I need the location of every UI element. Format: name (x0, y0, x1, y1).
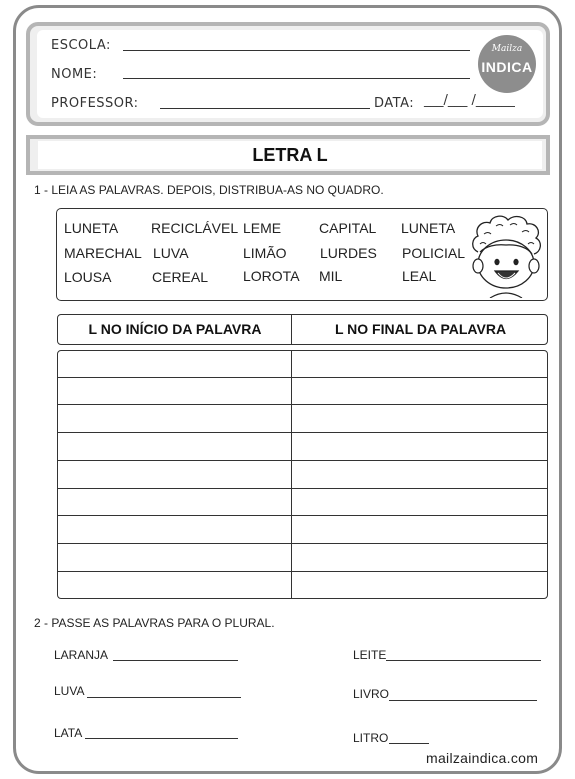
word: LOUSA (64, 269, 112, 285)
question-2: 2 - PASSE AS PALAVRAS PARA O PLURAL. (34, 616, 275, 630)
table-row-line (57, 404, 548, 405)
plural-answer-line[interactable] (113, 660, 238, 661)
answer-table (57, 350, 548, 599)
word: LUNETA (401, 220, 456, 236)
escola-field[interactable] (123, 50, 470, 51)
word: LUNETA (64, 220, 119, 236)
logo-text-bottom: INDICA (481, 59, 533, 75)
footer-website: mailzaindica.com (426, 750, 539, 766)
plural-word-lata: LATA (54, 726, 83, 740)
question-1: 1 - LEIA AS PALAVRAS. DEPOIS, DISTRIBUA-AS NO QUADRO. (34, 183, 384, 197)
table-row-line (57, 515, 548, 516)
nome-label: NOME: (51, 67, 98, 82)
word: LIMÃO (243, 245, 287, 261)
nome-field[interactable] (123, 78, 470, 79)
plural-answer-line[interactable] (386, 660, 541, 661)
word: LOROTA (243, 268, 300, 284)
word: MARECHAL (64, 245, 142, 261)
word: POLICIAL (402, 245, 466, 261)
plural-answer-line[interactable] (389, 743, 429, 744)
table-column-divider (291, 350, 292, 599)
plural-word-litro: LITRO (353, 731, 389, 745)
table-row-line (57, 460, 548, 461)
boy-face-illustration (466, 212, 546, 298)
table-row-line (57, 432, 548, 433)
professor-label: PROFESSOR: (51, 96, 139, 111)
table-row-line (57, 488, 548, 489)
table-row-line (57, 571, 548, 572)
word: LEAL (402, 268, 437, 284)
table-row-line (57, 543, 548, 544)
professor-field[interactable] (160, 108, 370, 109)
plural-answer-line[interactable] (389, 700, 537, 701)
plural-word-livro: LIVRO (353, 687, 390, 701)
word: LEME (243, 220, 282, 236)
logo-text-top: Mailza (491, 44, 523, 54)
column-header-end: L NO FINAL DA PALAVRA (334, 321, 507, 337)
plural-word-luva: LUVA (54, 684, 85, 698)
word: CAPITAL (319, 220, 377, 236)
word: LURDES (320, 245, 377, 261)
date-field[interactable]: ___/___ /______ (424, 93, 515, 108)
plural-answer-line[interactable] (87, 697, 241, 698)
word: MIL (319, 268, 343, 284)
column-header-start: L NO INÍCIO DA PALAVRA (88, 321, 262, 337)
table-header (57, 314, 548, 345)
header-divider (291, 314, 292, 345)
word: CEREAL (152, 269, 209, 285)
plural-word-laranja: LARANJA (54, 648, 109, 662)
table-row-line (57, 377, 548, 378)
word: LUVA (153, 245, 189, 261)
plural-word-leite: LEITE (353, 648, 387, 662)
word: RECICLÁVEL (151, 220, 239, 236)
data-label: DATA: (374, 96, 415, 111)
plural-answer-line[interactable] (85, 738, 238, 739)
escola-label: ESCOLA: (51, 38, 111, 53)
mailza-indica-logo (478, 35, 536, 93)
page-title: LETRA L (252, 145, 328, 165)
